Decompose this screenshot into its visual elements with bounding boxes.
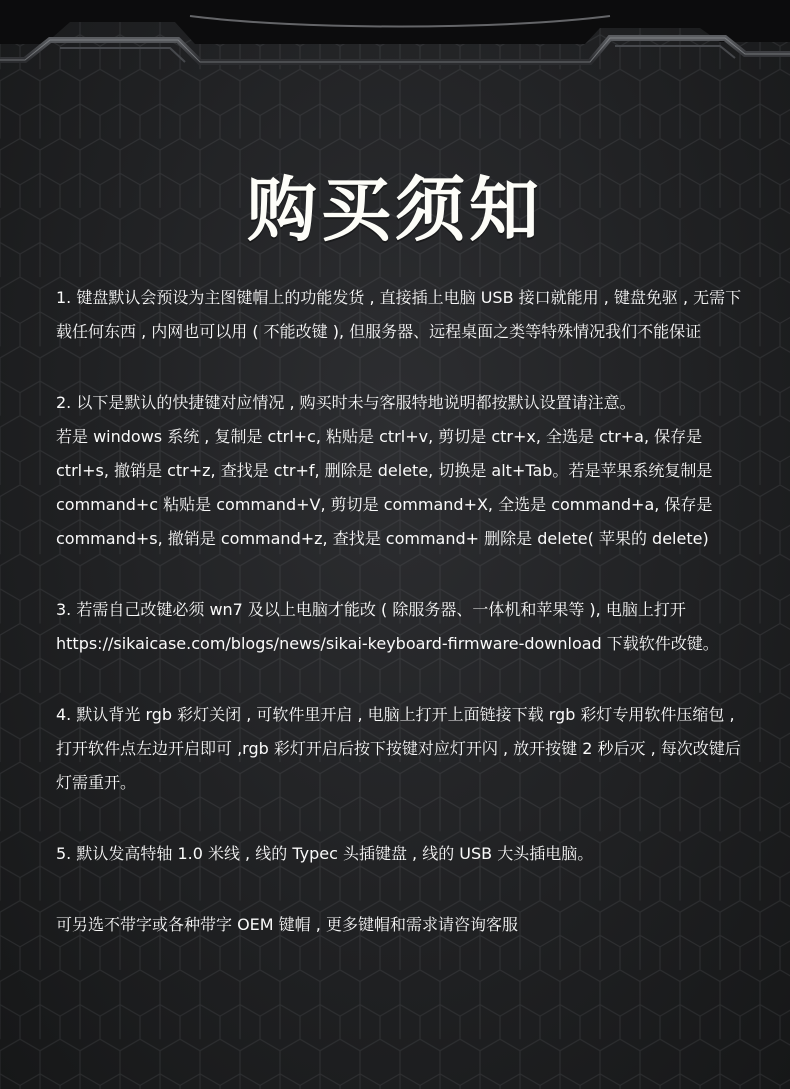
- notice-item-3: [56, 593, 746, 661]
- notice-content: [56, 281, 746, 979]
- notice-text: 5. 默认发高特轴 1.0 米线 , 线的 Typec 头插键盘 , 线的 USB 大头插电脑。: [56, 844, 594, 863]
- notice-item-5: [56, 837, 746, 871]
- notice-text: 1. 键盘默认会预设为主图键帽上的功能发货 , 直接插上电脑 USB 接口就能用 , 键盘免驱 , 无需下载任何东西 , 内网也可以用 ( 不能改键 ), 但服务器、远程桌面之类等特殊情况我们不能保证: [56, 288, 742, 341]
- notice-item-4: [56, 698, 746, 800]
- notice-text: 可另选不带字或各种带字 OEM 键帽 , 更多键帽和需求请咨询客服: [56, 915, 518, 934]
- notice-text: 3. 若需自己改键必须 wn7 及以上电脑才能改 ( 除服务器、一体机和苹果等 ), 电脑上打开 https://sikaicase.com/blogs/news/sikai-keyboard-firmware-download 下载软件改键。: [56, 600, 719, 653]
- top-frame-decoration: [0, 0, 790, 130]
- notice-item-2: [56, 386, 746, 556]
- notice-text: 若是 windows 系统 , 复制是 ctrl+c, 粘贴是 ctrl+v, 剪切是 ctr+x, 全选是 ctr+a, 保存是 ctrl+s, 撤销是 ctr+z, 查找是 ctr+f, 删除是 delete, 切换是 alt+Tab。若是苹果系统复制是 command+c 粘贴是 command+V, 剪切是 command+X, 全选是 command+a, 保存是 command+s, 撤销是 command+z, 查找是 command+ 删除是 delete( 苹果的 delete): [56, 427, 713, 548]
- notice-item-6: [56, 908, 746, 942]
- page-title: 购买须知: [247, 169, 543, 251]
- notice-text: 4. 默认背光 rgb 彩灯关闭 , 可软件里开启 , 电脑上打开上面链接下载 rgb 彩灯专用软件压缩包 , 打开软件点左边开启即可 ,rgb 彩灯开启后按下按键对应灯开闪 , 放开按键 2 秒后灭 , 每次改键后灯需重开。: [56, 705, 741, 792]
- notice-text: 2. 以下是默认的快捷键对应情况 , 购买时未与客服特地说明都按默认设置请注意。: [56, 393, 636, 412]
- notice-item-1: [56, 281, 746, 349]
